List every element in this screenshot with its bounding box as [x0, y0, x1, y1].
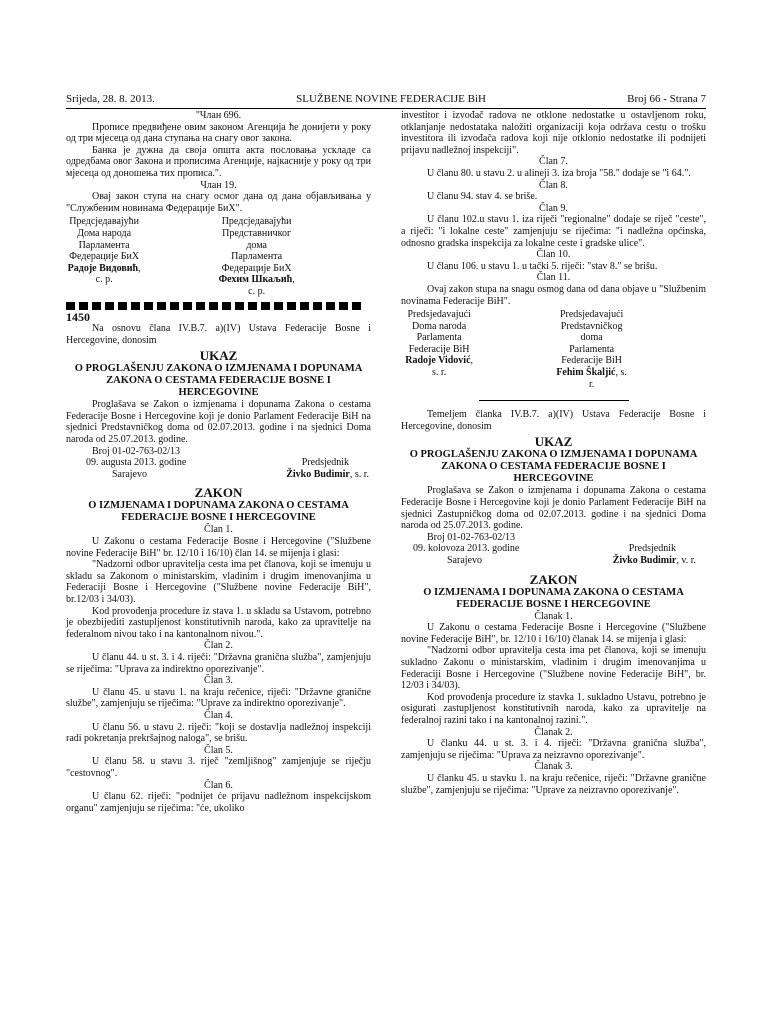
- article-title: Član 5.: [204, 744, 233, 756]
- signature-role: Predsjedavajući: [407, 309, 471, 321]
- signatory-name: Фехим Шкаљић: [218, 274, 293, 286]
- decree-date: 09. kolovoza 2013. godine: [413, 543, 520, 555]
- president-suffix: , s. r.: [349, 468, 369, 480]
- signature-body: Predstavničkog doma: [560, 320, 623, 344]
- signatory-suffix: , с. р.: [95, 262, 141, 286]
- paragraph: Прописе предвиђене овим законом Агенција ће донијети у року од три мјесеца од дана ступања на снагу овог закона.: [66, 121, 371, 145]
- signature-parliament: Парламента Федерације БиХ: [221, 251, 292, 274]
- signature-body: Представничког дома: [222, 227, 292, 251]
- law-heading: ZAKON: [529, 571, 578, 587]
- signature-role: Предсједавајући: [221, 216, 292, 228]
- header-title: SLUŽBENE NOVINE FEDERACIJE BiH: [296, 93, 486, 106]
- decree-subheading: O PROGLAŠENJU ZAKONA O IZMJENAMA I DOPUNAMA ZAKONA O CESTAMA FEDERACIJE BOSNE I HERCEGOVINE: [74, 363, 363, 399]
- signature-role: Predsjedavajući: [559, 309, 624, 321]
- article-title: Član 9.: [539, 202, 568, 214]
- paragraph: U Zakonu o cestama Federacije Bosne i Hercegovine ("Službene novine Federacije BiH" br. 12/10 i 16/10) član 14. se mijenja i glasi:: [66, 536, 371, 559]
- signature-body: Doma naroda: [412, 320, 467, 332]
- paragraph: Ovaj zakon stupa na snagu osmog dana od dana objave u "Službenim novinama Federacije BiH".: [401, 283, 706, 307]
- signature-body: Дома народа: [77, 227, 132, 239]
- signatory-name: Radoje Vidović: [405, 355, 471, 367]
- president-name: Živko Budimir: [286, 468, 350, 480]
- signature-block: [66, 216, 371, 297]
- paragraph: investitor i izvođač radova ne otklone nedostatke u ostavljenom roku, otklanjanje nedostataka naložiti organizaciji koja održava cestu o trošku investitora ili izvođača radova koji nije otklonio nedostatke ili podnijeti prijavu nadležnoj inspekciji".: [401, 110, 706, 156]
- paragraph: U članu 94. stav 4. se briše.: [427, 191, 538, 203]
- paragraph: Proglašava se Zakon o izmjenama i dopunama Zakona o cestama Federacije Bosne i Hercegovine koji je donio Parlament Federacije BiH na sjednici Predstavničkog doma od 02.07.2013. godine i na sjednici Doma naroda od 25.07.2013. godine.: [66, 399, 371, 446]
- decree-place-line: [66, 469, 371, 481]
- law-subheading: O IZMJENAMA I DOPUNAMA ZAKONA O CESTAMA FEDERACIJE BOSNE I HERCEGOVINE: [423, 586, 684, 610]
- signatory-name: Радоје Видовић: [67, 262, 139, 274]
- paragraph: U članu 80. u stavu 2. u alineji 3. iza broja "58." dodaje se "i 64.".: [427, 167, 691, 179]
- paragraph: "Nadzorni odbor upravitelja cesta ima pet članova, koji se imenuju sukladno Zakonu o ministarskim, vladinim i drugim imenovanjima u Federaciji Bosne i Hercegovine ("Službene novine Federacije BiH", br. 12/03 i 34/03).: [401, 645, 706, 692]
- article-title: Član 10.: [536, 249, 571, 261]
- article-title: "Члан 696.: [195, 110, 242, 121]
- paragraph: U članu 58. u stavu 3. riječ "zemljišnog" zamjenjuje se riječju "cestovnog".: [66, 756, 371, 779]
- article-title: Član 1.: [204, 524, 233, 536]
- paragraph: U članu 106. u stavu 1. u tački 5. riječi: "stav 8." se brišu.: [427, 260, 658, 272]
- article-title: Članak 3.: [534, 761, 573, 773]
- paragraph: Kod provođenja procedure iz stavka 1. sukladno Ustavu, potrebno je osigurati zastupljenost konstitutivnih naroda, kako za upravitelje na federalnoj razini tako i na kantonalnoj razini.".: [401, 691, 706, 726]
- signatory-name: Fehim Škaljić: [556, 367, 616, 379]
- page-header: [66, 92, 706, 106]
- header-date: Srijeda, 28. 8. 2013.: [66, 93, 155, 106]
- section-divider-bar: [66, 302, 371, 310]
- left-column: [66, 110, 371, 814]
- paragraph: U članu 62. riječi: "podnijet će prijavu nadležnom inspekcijskom organu" zamjenjuju se riječima: "će, ukoliko: [66, 791, 371, 814]
- article-title: Član 3.: [204, 675, 233, 687]
- article-title: Članak 1.: [534, 610, 573, 622]
- signature-role: Предсједавајући: [69, 216, 140, 228]
- signatory-suffix: , s. r.: [588, 367, 627, 390]
- header-page-number: Broj 66 - Strana 7: [627, 93, 706, 106]
- decree-heading: UKAZ: [534, 434, 573, 450]
- paragraph: U članu 56. u stavu 2. riječi: "koji se dostavlja nadležnoj inspekciji radi pokretanja prekršajnog naloga", se brišu.: [66, 721, 371, 745]
- decree-date: 09. augusta 2013. godine: [86, 457, 187, 469]
- law-heading: ZAKON: [194, 485, 243, 501]
- article-title: Član 7.: [539, 156, 568, 168]
- article-title: Član 2.: [204, 640, 233, 652]
- decree-date-line: [401, 543, 706, 555]
- paragraph: Овај закон ступа на снагу осмог дана од дана објављивања у "Службеним новинама Федерације БиХ".: [66, 191, 371, 214]
- article-title: Član 8.: [539, 179, 568, 191]
- decree-place-line: [401, 555, 706, 567]
- president-name: Živko Budimir: [612, 555, 677, 566]
- president-suffix: , v. r.: [676, 555, 696, 566]
- decree-heading: UKAZ: [199, 348, 238, 364]
- article-title: Član 11.: [536, 272, 571, 284]
- decree-number: Broj 01-02-763-02/13: [92, 445, 181, 457]
- separator-rule: [479, 400, 629, 401]
- paragraph: "Nadzorni odbor upravitelja cesta ima pet članova, koji se imenuju u skladu sa Zakonom o ministarskim, vladinim i drugim imenovanjima u Federaciji Bosne i Hercegovine ("Službene novine Federacije BiH", br.12/03 i 34/03).: [66, 559, 371, 605]
- header-rule: [66, 108, 706, 109]
- right-column: [401, 110, 706, 814]
- act-number: 1450: [66, 309, 90, 324]
- article-title: Члан 19.: [200, 179, 237, 191]
- president-label: Predsjednik: [301, 457, 349, 469]
- signatory-suffix: , s. r.: [432, 355, 474, 379]
- paragraph: Банка је дужна да своја општа акта пословања ускладе са одредбама овог Закона и прописима Агенције, најкасније у року од три мјесеца од доношења тих прописа.".: [66, 144, 371, 179]
- decree-subheading: O PROGLAŠENJU ZAKONA O IZMJENAMA I DOPUNAMA ZAKONA O CESTAMA FEDERACIJE BOSNE I HERCEGOVINE: [409, 449, 698, 485]
- law-subheading: O IZMJENAMA I DOPUNAMA ZAKONA O CESTAMA FEDERACIJE BOSNE I HERCEGOVINE: [88, 500, 349, 524]
- president-label: Predsjednik: [628, 543, 676, 555]
- paragraph: Na osnovu člana IV.B.7. a)(IV) Ustava Federacije Bosne i Hercegovine, donosim: [66, 323, 371, 346]
- gazette-page: [66, 92, 706, 992]
- paragraph: U članu 44. u st. 3. i 4. riječi: "Državna granična služba", zamjenjuju se riječima: "Uprava za indirektno oporezivanje".: [66, 651, 371, 675]
- paragraph: Proglašava se Zakon o izmjenama i dopunama Zakona o cestama Federacije Bosne i Hercegovine koji je donio Parlament Federacije BiH na sjednici Zastupničkog doma od 02.07.2013. godine i na sjednici Doma naroda od 25.07.2013. godine.: [401, 485, 706, 532]
- signature-block: [401, 309, 706, 390]
- article-title: Član 4.: [204, 709, 233, 721]
- paragraph: U članu 102.u stavu 1. iza riječi "regionalne" dodaje se riječ "ceste", a riječi: "i lokalne ceste" zamjenjuju se riječima: "i nadležna općinska, odnosno gradska inspekcija za lokalne ceste i gradske ulice".: [401, 214, 706, 249]
- decree-place: Sarajevo: [447, 555, 482, 566]
- signature-parliament: Parlamenta Federacije BiH: [408, 332, 470, 355]
- decree-date-line: [66, 457, 371, 469]
- article-title: Član 6.: [204, 779, 233, 791]
- paragraph: U članu 45. u stavu 1. na kraju rečenice, riječi: "Državne granične službe", zamjenjuju se riječima: "Uprave za indirektno oporezivanje".: [66, 686, 371, 710]
- decree-place: Sarajevo: [112, 468, 147, 480]
- signatory-suffix: , с. р.: [248, 274, 295, 297]
- paragraph: U Zakonu o cestama Federacije Bosne i Hercegovine ("Službene novine Federacije BiH", br. 12/10 i 16/10) članak 14. se mijenja i glasi:: [401, 622, 706, 645]
- article-title: Članak 2.: [534, 726, 573, 738]
- paragraph: U članku 44. u st. 3. i 4. riječi: "Državna granična služba", zamjenjuju se riječima: "Uprava za neizravno oporezivanje".: [401, 738, 706, 761]
- paragraph: Kod provođenja procedure iz stava 1. u skladu sa Ustavom, potrebno je obezbijediti zastupljenost konstitutivnih naroda, kako za upravitelje na federalnom nivou tako i na kantonalnom nivou.".: [66, 605, 371, 640]
- signature-parliament: Parlamenta Federacije BiH: [561, 343, 623, 367]
- signature-parliament: Парламента Федерације БиХ: [69, 239, 140, 263]
- paragraph: Temeljem članka IV.B.7. a)(IV) Ustava Federacije Bosne i Hercegovine, donosim: [401, 409, 706, 432]
- decree-number: Broj 01-02-763-02/13: [427, 531, 516, 543]
- paragraph: U članku 45. u stavku 1. na kraju rečenice, riječi: "Državne granične službe", zamjenjuju se riječima: "Uprave za neizravno oporezivanje".: [401, 772, 706, 796]
